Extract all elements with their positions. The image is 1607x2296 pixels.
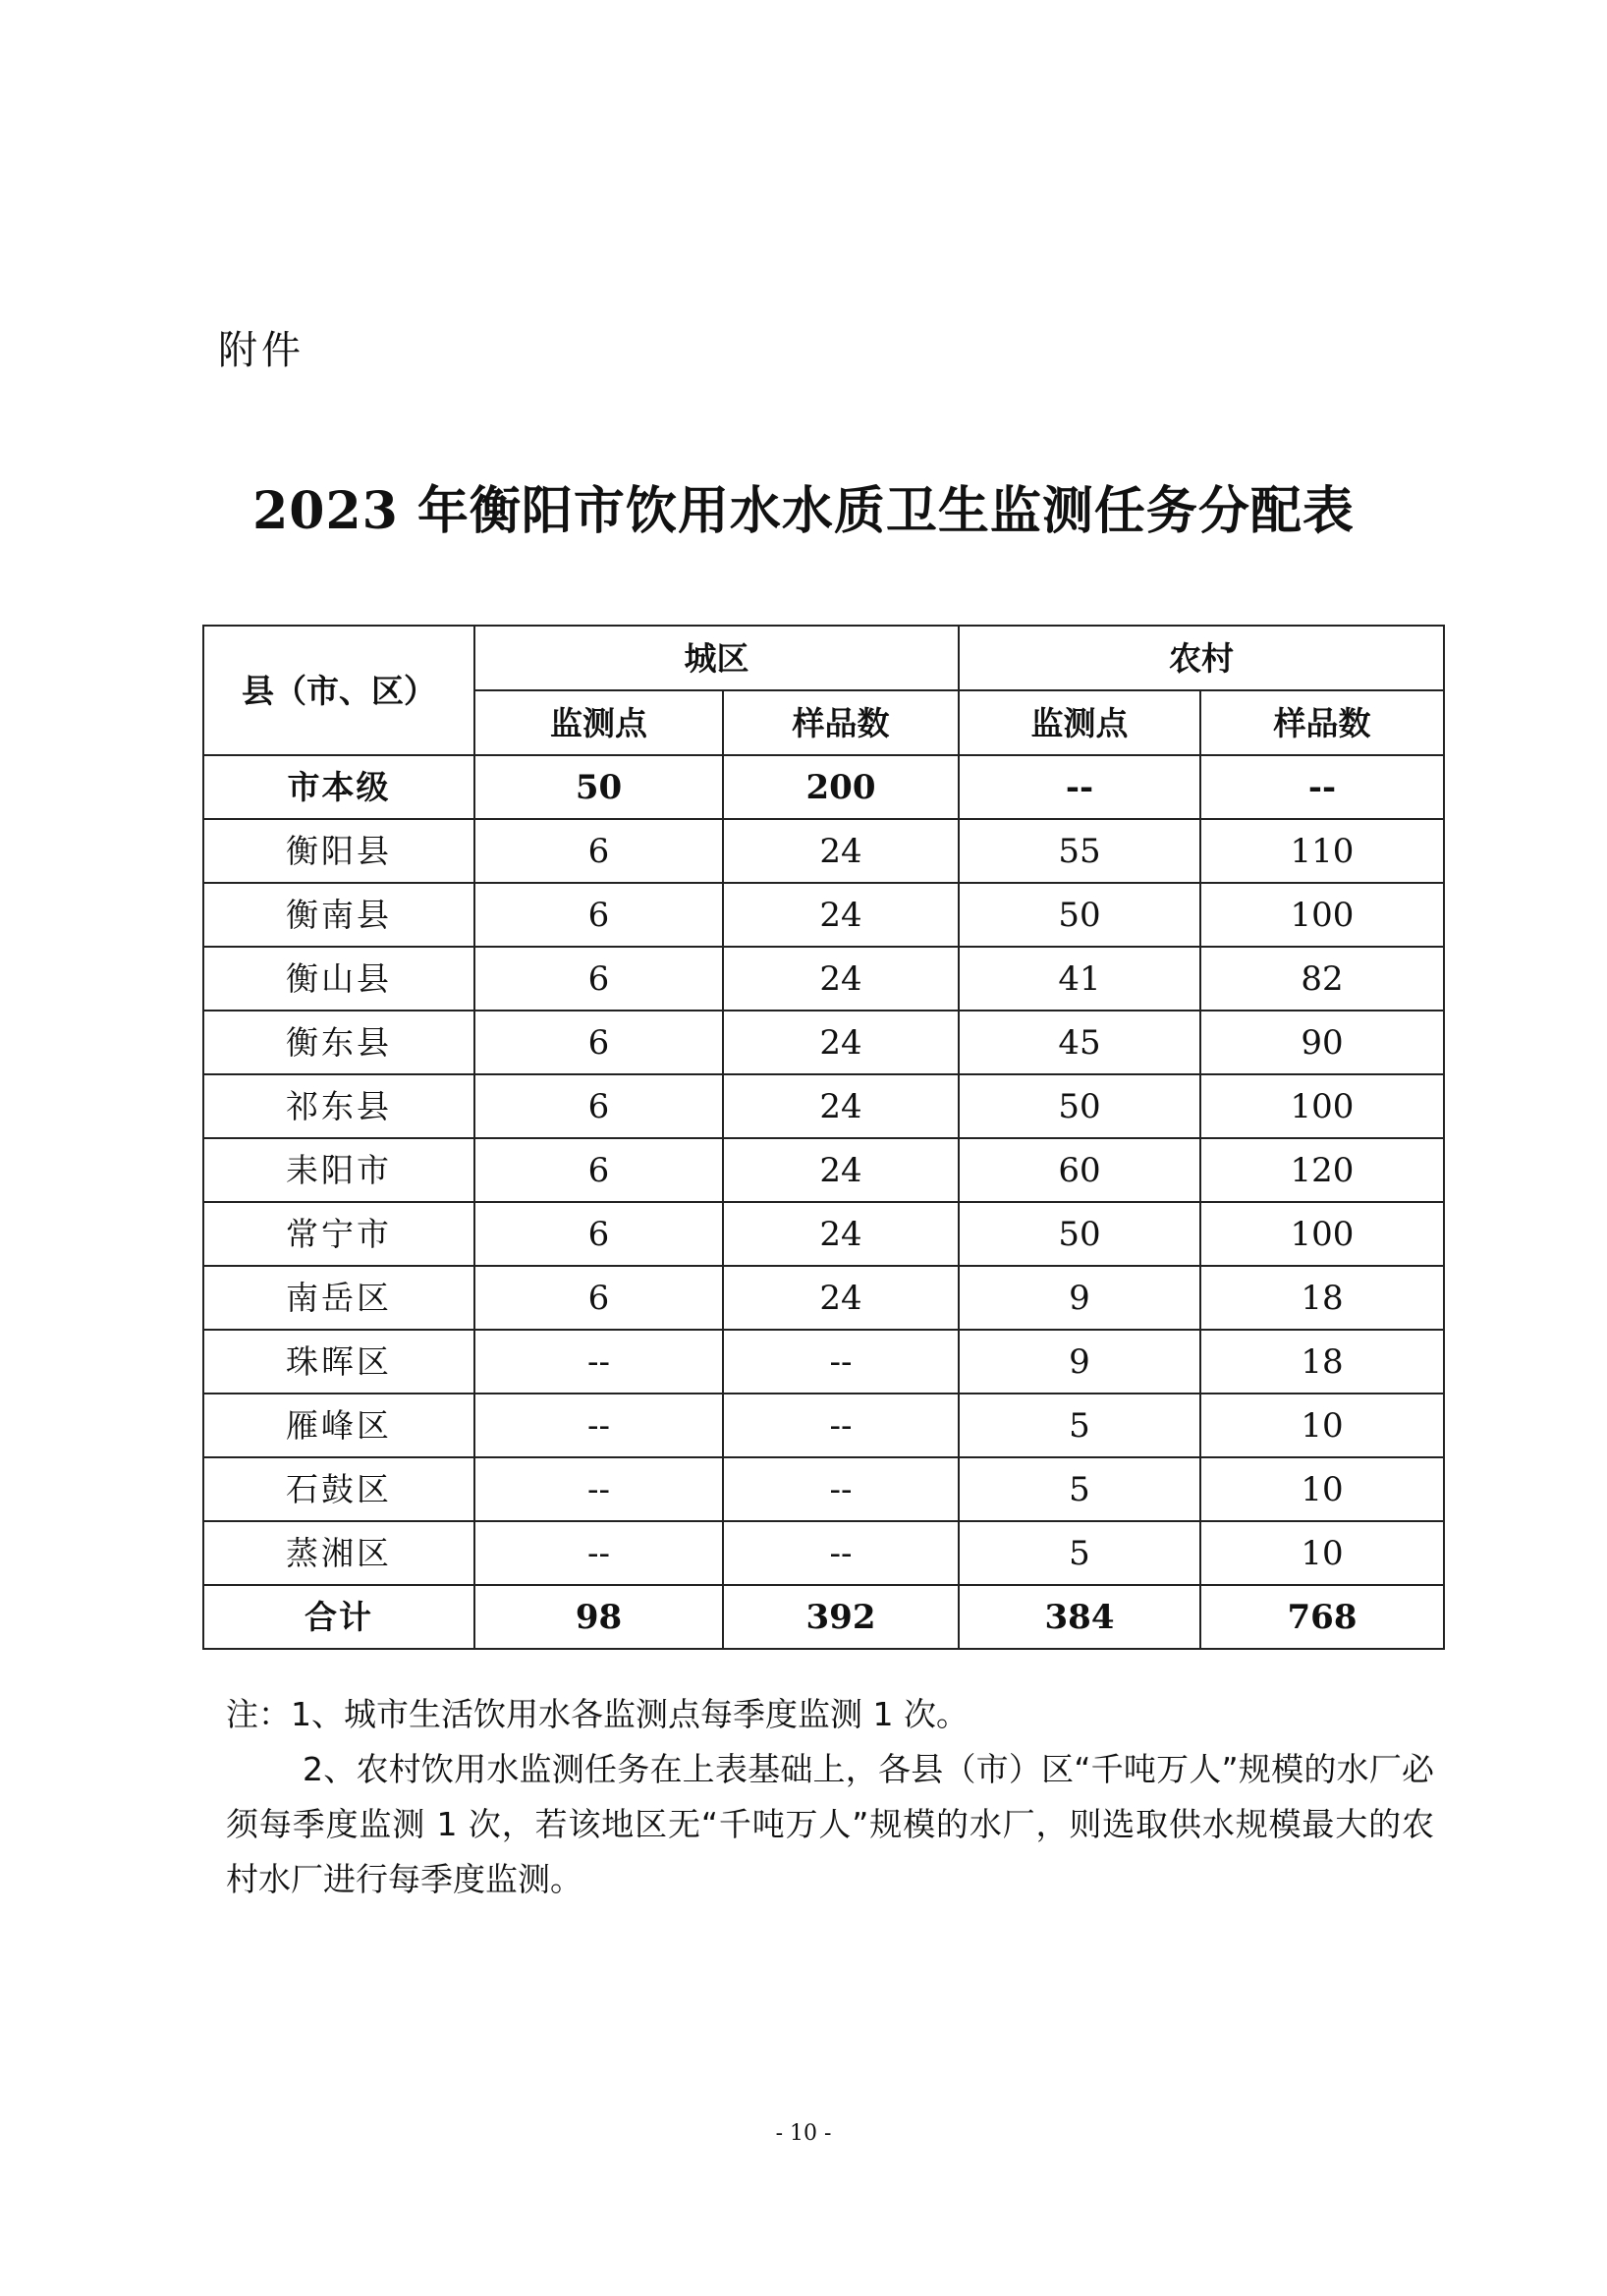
rural-samples-cell: 100 bbox=[1200, 883, 1444, 947]
rural-points-cell: 5 bbox=[959, 1394, 1200, 1457]
urban-points-cell: 50 bbox=[474, 755, 723, 819]
table-row bbox=[203, 1330, 1444, 1394]
urban-samples-cell: 392 bbox=[723, 1585, 959, 1649]
rural-samples-cell: 100 bbox=[1200, 1074, 1444, 1138]
rural-points-cell: 50 bbox=[959, 883, 1200, 947]
urban-points-cell: 6 bbox=[474, 1011, 723, 1074]
rural-samples-cell: 90 bbox=[1200, 1011, 1444, 1074]
table-row bbox=[203, 1394, 1444, 1457]
urban-samples-cell: 24 bbox=[723, 1138, 959, 1202]
table-row bbox=[203, 755, 1444, 819]
table-row bbox=[203, 1138, 1444, 1202]
rural-points-cell: 9 bbox=[959, 1266, 1200, 1330]
rural-samples-cell: 768 bbox=[1200, 1585, 1444, 1649]
rural-points-cell: -- bbox=[959, 755, 1200, 819]
urban-points-cell: 6 bbox=[474, 883, 723, 947]
urban-points-cell: -- bbox=[474, 1521, 723, 1585]
table-row bbox=[203, 1074, 1444, 1138]
header-rural-samples: 样品数 bbox=[1200, 690, 1444, 755]
header-rural-points: 监测点 bbox=[959, 690, 1200, 755]
rural-samples-cell: 82 bbox=[1200, 947, 1444, 1011]
table-row bbox=[203, 947, 1444, 1011]
table-row bbox=[203, 1457, 1444, 1521]
rural-samples-cell: 10 bbox=[1200, 1394, 1444, 1457]
rural-samples-cell: 18 bbox=[1200, 1266, 1444, 1330]
county-name-cell: 合计 bbox=[203, 1585, 474, 1649]
rural-points-cell: 45 bbox=[959, 1011, 1200, 1074]
urban-samples-cell: -- bbox=[723, 1457, 959, 1521]
rural-points-cell: 55 bbox=[959, 819, 1200, 883]
total-row bbox=[203, 1585, 1444, 1649]
rural-points-cell: 50 bbox=[959, 1202, 1200, 1266]
rural-samples-cell: 10 bbox=[1200, 1521, 1444, 1585]
urban-samples-cell: -- bbox=[723, 1330, 959, 1394]
table-row bbox=[203, 883, 1444, 947]
rural-points-cell: 5 bbox=[959, 1457, 1200, 1521]
urban-samples-cell: 24 bbox=[723, 883, 959, 947]
rural-samples-cell: 110 bbox=[1200, 819, 1444, 883]
county-name-cell: 衡东县 bbox=[203, 1011, 474, 1074]
table-row bbox=[203, 1011, 1444, 1074]
urban-points-cell: 6 bbox=[474, 1266, 723, 1330]
county-name-cell: 祁东县 bbox=[203, 1074, 474, 1138]
rural-samples-cell: 100 bbox=[1200, 1202, 1444, 1266]
urban-points-cell: 6 bbox=[474, 1074, 723, 1138]
header-urban: 城区 bbox=[474, 626, 959, 690]
rural-points-cell: 384 bbox=[959, 1585, 1200, 1649]
rural-samples-cell: 18 bbox=[1200, 1330, 1444, 1394]
attachment-label: 附件 bbox=[218, 328, 305, 373]
rural-points-cell: 50 bbox=[959, 1074, 1200, 1138]
rural-points-cell: 60 bbox=[959, 1138, 1200, 1202]
urban-points-cell: -- bbox=[474, 1330, 723, 1394]
county-name-cell: 常宁市 bbox=[203, 1202, 474, 1266]
county-name-cell: 雁峰区 bbox=[203, 1394, 474, 1457]
urban-samples-cell: 200 bbox=[723, 755, 959, 819]
table-row bbox=[203, 1266, 1444, 1330]
allocation-table bbox=[202, 625, 1445, 1650]
urban-samples-cell: 24 bbox=[723, 1266, 959, 1330]
county-name-cell: 市本级 bbox=[203, 755, 474, 819]
urban-samples-cell: 24 bbox=[723, 1202, 959, 1266]
header-urban-samples: 样品数 bbox=[723, 690, 959, 755]
note-1: 注：1、城市生活饮用水各监测点每季度监测 1 次。 bbox=[226, 1695, 969, 1733]
county-name-cell: 衡阳县 bbox=[203, 819, 474, 883]
notes bbox=[226, 1687, 1434, 1907]
rural-samples-cell: 10 bbox=[1200, 1457, 1444, 1521]
rural-points-cell: 9 bbox=[959, 1330, 1200, 1394]
county-name-cell: 衡山县 bbox=[203, 947, 474, 1011]
urban-samples-cell: -- bbox=[723, 1394, 959, 1457]
urban-points-cell: -- bbox=[474, 1457, 723, 1521]
urban-points-cell: -- bbox=[474, 1394, 723, 1457]
county-name-cell: 蒸湘区 bbox=[203, 1521, 474, 1585]
urban-samples-cell: 24 bbox=[723, 1074, 959, 1138]
urban-points-cell: 6 bbox=[474, 947, 723, 1011]
header-urban-points: 监测点 bbox=[474, 690, 723, 755]
urban-points-cell: 98 bbox=[474, 1585, 723, 1649]
table-row bbox=[203, 1521, 1444, 1585]
urban-samples-cell: 24 bbox=[723, 947, 959, 1011]
rural-samples-cell: -- bbox=[1200, 755, 1444, 819]
table-row bbox=[203, 1202, 1444, 1266]
urban-samples-cell: 24 bbox=[723, 819, 959, 883]
county-name-cell: 石鼓区 bbox=[203, 1457, 474, 1521]
page-number: - 10 - bbox=[775, 2121, 832, 2146]
urban-points-cell: 6 bbox=[474, 819, 723, 883]
county-name-cell: 珠晖区 bbox=[203, 1330, 474, 1394]
header-county: 县（市、区） bbox=[203, 626, 474, 755]
urban-points-cell: 6 bbox=[474, 1202, 723, 1266]
page-title: 2023 年衡阳市饮用水水质卫生监测任务分配表 bbox=[252, 481, 1355, 541]
urban-samples-cell: 24 bbox=[723, 1011, 959, 1074]
rural-points-cell: 41 bbox=[959, 947, 1200, 1011]
note-2: 2、农村饮用水监测任务在上表基础上，各县（市）区“千吨万人”规模的水厂必须每季度监测 1 次，若该地区无“千吨万人”规模的水厂，则选取供水规模最大的农村水厂进行每季度监测。 bbox=[226, 1750, 1434, 1898]
header-rural: 农村 bbox=[959, 626, 1444, 690]
header-row-1 bbox=[203, 626, 1444, 690]
urban-points-cell: 6 bbox=[474, 1138, 723, 1202]
county-name-cell: 南岳区 bbox=[203, 1266, 474, 1330]
county-name-cell: 耒阳市 bbox=[203, 1138, 474, 1202]
rural-points-cell: 5 bbox=[959, 1521, 1200, 1585]
urban-samples-cell: -- bbox=[723, 1521, 959, 1585]
county-name-cell: 衡南县 bbox=[203, 883, 474, 947]
table-row bbox=[203, 819, 1444, 883]
rural-samples-cell: 120 bbox=[1200, 1138, 1444, 1202]
